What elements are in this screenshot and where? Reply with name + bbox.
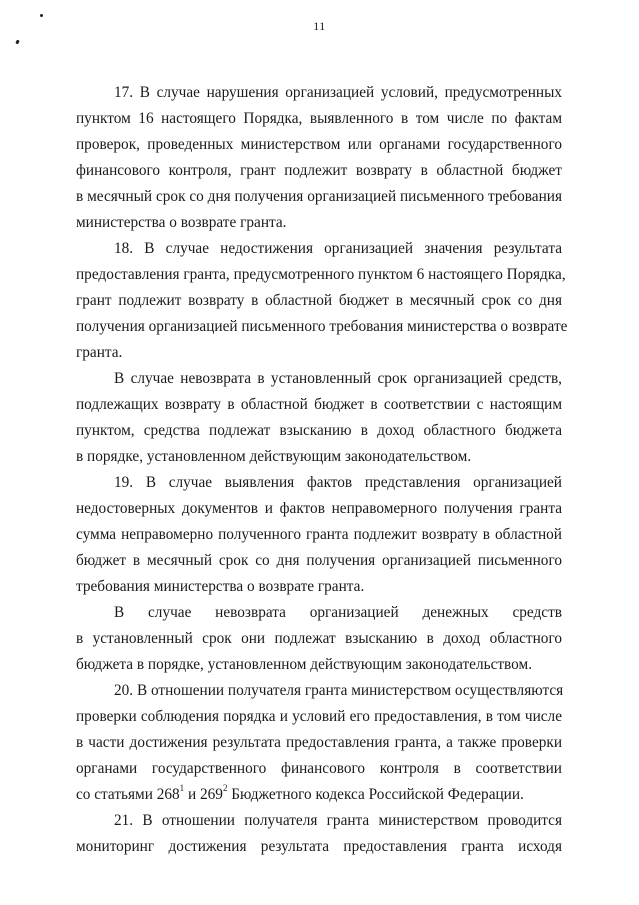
paragraph-19-refund <box>76 600 562 678</box>
superscript: 2 <box>222 782 228 793</box>
text-line: В случае невозврата в установленный срок организацией средств, <box>114 370 562 387</box>
text-line: бюджета в порядке, установленном действующим законодательством. <box>76 656 533 673</box>
text-line: 19. В случае выявления фактов представления организацией <box>114 474 562 491</box>
text-line: 20. В отношении получателя гранта министерством осуществляются <box>114 682 564 699</box>
paragraph-21 <box>76 808 562 860</box>
text-line: недостоверных документов и фактов неправомерного получения гранта <box>76 500 562 517</box>
text-fragment: и 269 <box>184 786 223 803</box>
text-line: получения организацией письменного требования министерства о возврате <box>76 318 568 335</box>
paragraph-17 <box>76 80 562 236</box>
text-line: пунктом 16 настоящего Порядка, выявленного в том числе по фактам <box>76 110 562 127</box>
text-line: мониторинг достижения результата предоставления гранта исходя <box>76 838 562 855</box>
text-line: 17. В случае нарушения организацией условий, предусмотренных <box>114 84 562 101</box>
text-line: В случае невозврата организацией денежных средств <box>114 604 562 621</box>
paragraph-18 <box>76 236 568 366</box>
text-line-with-superscripts <box>76 782 562 808</box>
document-body <box>76 80 568 860</box>
text-line: в части достижения результата предоставления гранта, а также проверки <box>76 734 562 751</box>
scan-mark-dot <box>40 14 43 17</box>
text-line: сумма неправомерно полученного гранта подлежит возврату в областной <box>76 526 562 543</box>
text-line: проверки соблюдения порядка и условий его предоставления, в том числе <box>76 708 562 725</box>
text-line: требования министерства о возврате гранта. <box>76 578 365 595</box>
paragraph-20 <box>76 678 562 808</box>
text-line: министерства о возврате гранта. <box>76 214 287 231</box>
text-line: грант подлежит возврату в областной бюджет в месячный срок со дня <box>76 292 562 309</box>
text-line: финансового контроля, грант подлежит возврату в областной бюджет <box>76 162 562 179</box>
paragraph-18-refund <box>76 366 562 470</box>
page-number: 11 <box>313 19 326 33</box>
text-line: 18. В случае недостижения организацией значения результата <box>114 240 562 257</box>
text-line: 21. В отношении получателя гранта министерством проводится <box>114 812 562 829</box>
text-line: предоставления гранта, предусмотренного пунктом 6 настоящего Порядка, <box>76 266 566 283</box>
text-line: пунктом, средства подлежат взысканию в доход областного бюджета <box>76 422 562 439</box>
text-line: в установленный срок они подлежат взысканию в доход областного <box>76 630 562 647</box>
text-fragment: со статьями 268 <box>76 786 180 803</box>
text-line: проверок, проведенных министерством или органами государственного <box>76 136 562 153</box>
text-line: гранта. <box>76 344 123 361</box>
text-line: подлежащих возврату в областной бюджет в соответствии с настоящим <box>76 396 562 413</box>
superscript: 1 <box>179 782 185 793</box>
text-line: в порядке, установленном действующим законодательством. <box>76 448 472 465</box>
scan-mark-stroke <box>15 40 19 45</box>
text-line: в месячный срок со дня получения организацией письменного требования <box>76 188 562 205</box>
text-line: бюджет в месячный срок со дня получения организацией письменного <box>76 552 562 569</box>
paragraph-19 <box>76 470 562 600</box>
text-fragment: Бюджетного кодекса Российской Федерации. <box>227 786 524 803</box>
text-line: органами государственного финансового контроля в соответствии <box>76 760 562 777</box>
